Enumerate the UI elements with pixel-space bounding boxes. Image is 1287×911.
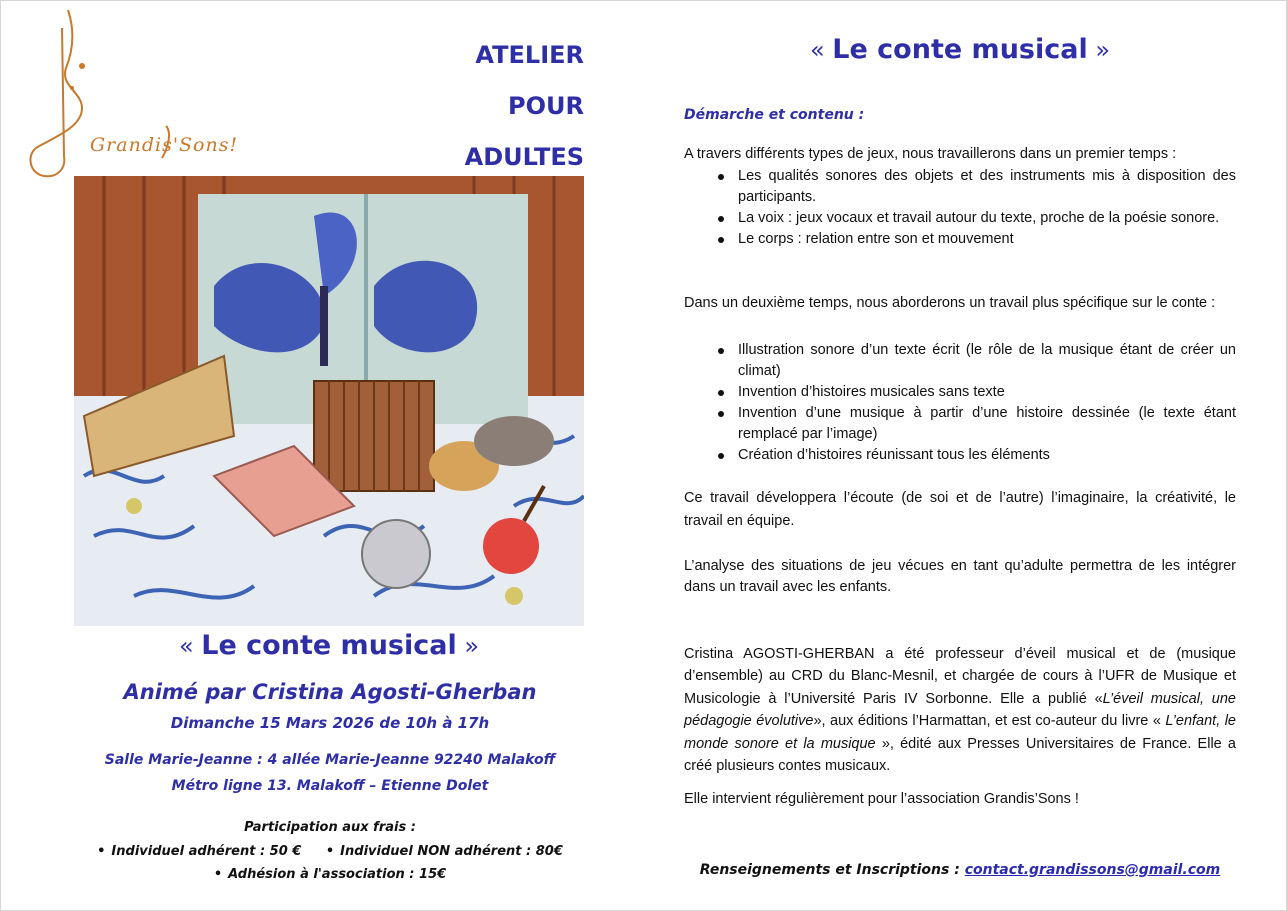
adultes-line: ADULTES [464, 143, 584, 171]
fee-membership: • Adhésion à l'association : 15€ [213, 867, 447, 882]
contact-email-link[interactable]: contact.grandissons@gmail.com [964, 862, 1221, 878]
quote-close: » [1087, 36, 1111, 64]
pour-line: POUR [508, 92, 584, 120]
quote-open: « [178, 632, 202, 660]
quote-close: » [456, 632, 480, 660]
metro-line: Métro ligne 13. Malakoff – Etienne Dolet [171, 778, 489, 794]
grandis-sons-logo [22, 8, 239, 183]
poster-title-text: Le conte musical [201, 630, 457, 661]
intro-paragraph-1: A travers différents types de jeux, nous travaillerons dans un premier temps : [684, 146, 1177, 162]
list-item: Le corps : relation entre son et mouvement [684, 229, 1236, 250]
date-line: Dimanche 15 Mars 2026 de 10h à 17h [170, 714, 490, 732]
book-title-2: L’enfant, le monde sonore et la musique [684, 713, 1236, 752]
fee-member: • Individuel adhérent : 50 € [97, 844, 302, 859]
intro-paragraph-2: Dans un deuxième temps, nous aborderons un travail plus spécifique sur le conte : [684, 295, 1216, 311]
fee-non-member: • Individuel NON adhérent : 80€ [325, 844, 563, 859]
atelier-title [465, 30, 584, 183]
poster-title [74, 630, 584, 661]
instruments-photo [74, 176, 584, 626]
right-title-text: Le conte musical [832, 34, 1088, 65]
animator-line: Animé par Cristina Agosti-Gherban [123, 680, 537, 704]
fees-title: Participation aux frais : [244, 820, 416, 835]
list-second-phase [684, 340, 1236, 466]
quote-open: « [809, 36, 833, 64]
list-item: Création d’histoires réunissant tous les éléments [684, 445, 1236, 466]
paragraph-analysis: L’analyse des situations de jeu vécues en tant qu’adulte permettra de les intégrer dans un travail avec les enfants. [684, 558, 1236, 595]
paragraph-listening: Ce travail développera l’écoute (de soi et de l’autre) l’imaginaire, la créativité, le travail en équipe. [684, 490, 1236, 529]
atelier-line: ATELIER [475, 41, 584, 69]
fees-row-1 [40, 844, 620, 859]
list-item: Invention d’une musique à partir d’une histoire dessinée (le texte étant remplacé par l’image) [684, 403, 1236, 445]
book-title-1: L’éveil musical, une pédagogie évolutive [684, 690, 1236, 730]
contact-label: Renseignements et Inscriptions : [699, 862, 965, 878]
list-item: Les qualités sonores des objets et des instruments mis à disposition des participants. [684, 166, 1236, 208]
paragraph-association: Elle intervient régulièrement pour l’association Grandis’Sons ! [684, 791, 1079, 807]
right-title [684, 34, 1236, 65]
list-first-phase [684, 166, 1236, 250]
bio-paragraph: Cristina AGOSTI-GHERBAN a été professeur d’éveil musical et de (musique d’ensemble) au CRD du Blanc-Mesnil, et chargée de cours à l’UFR de Musique et Musicologie à l’Université Paris IV Sorbonne. Elle a publié «L’éveil musical, une pédagogie évolutive», aux éditions l’Harmattan, et est co-auteur du livre « L’enfant, le monde sonore et la musique », édité aux Presses Universitaires de France. Elle a créé plusieurs contes musicaux. [684, 646, 1236, 775]
list-item: La voix : jeux vocaux et travail autour du texte, proche de la poésie sonore. [684, 208, 1236, 229]
contact-line [684, 862, 1236, 878]
section-heading: Démarche et contenu : [684, 107, 865, 123]
logo-text: Grandis'Sons! [90, 134, 239, 156]
fees-row-2 [40, 867, 620, 882]
venue-line: Salle Marie-Jeanne : 4 allée Marie-Jeanne 92240 Malakoff [104, 752, 556, 768]
list-item: Invention d’histoires musicales sans texte [684, 382, 1236, 403]
list-item: Illustration sonore d’un texte écrit (le rôle de la musique étant de créer un climat) [684, 340, 1236, 382]
treble-clef-icon [22, 8, 192, 183]
